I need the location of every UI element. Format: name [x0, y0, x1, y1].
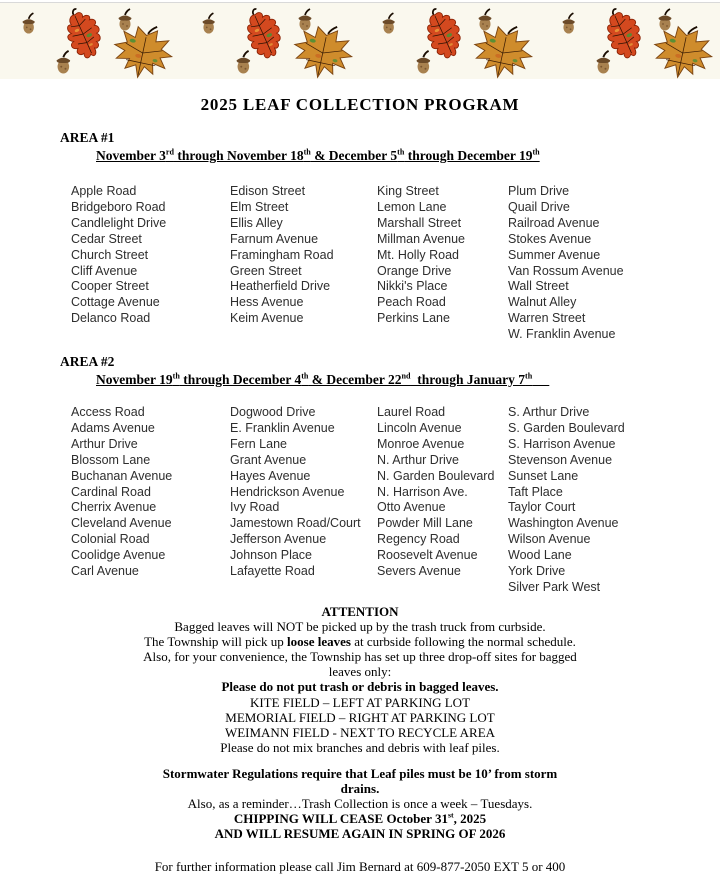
street-name: Framingham Road: [230, 247, 334, 262]
area2-street-column-4: [508, 405, 625, 596]
street-name: Fern Lane: [230, 436, 287, 451]
street-name: Peach Road: [377, 295, 446, 310]
area2-label: AREA #2: [60, 354, 115, 369]
street-name: Green Street: [230, 263, 302, 278]
street-name: Keim Avenue: [230, 311, 304, 326]
text-segment: th: [532, 147, 540, 157]
street-name: Jefferson Avenue: [230, 532, 327, 547]
street-name: S. Arthur Drive: [508, 405, 590, 419]
area1-label: AREA #1: [60, 130, 115, 145]
notice-line: [0, 811, 720, 826]
street-name: Millman Avenue: [377, 231, 466, 246]
street-name: Cedar Street: [71, 231, 142, 246]
text-segment: KITE FIELD – LEFT AT PARKING LOT: [249, 694, 471, 710]
text-segment: th: [301, 371, 309, 381]
text-segment: through December 19: [404, 148, 533, 163]
street-name: Quail Drive: [508, 199, 570, 214]
street-name: Mt. Holly Road: [377, 247, 459, 262]
street-name: Ellis Alley: [230, 215, 283, 230]
street-name: Lafayette Road: [230, 564, 315, 579]
street-name: Cherrix Avenue: [71, 500, 157, 515]
notice-line: [0, 695, 720, 710]
text-segment: Also, as a reminder…Trash Collection is once a week – Tuesdays.: [187, 796, 533, 812]
notice-line: [0, 679, 720, 694]
street-name: Taft Place: [508, 484, 563, 499]
street-name: Laurel Road: [377, 405, 446, 419]
street-name: Silver Park West: [508, 579, 601, 594]
text-segment: __: [532, 372, 550, 387]
text-segment: th: [525, 371, 533, 381]
street-name: Arthur Drive: [71, 436, 138, 451]
street-name: N. Arthur Drive: [377, 452, 459, 467]
page-title: 2025 LEAF COLLECTION PROGRAM: [200, 95, 520, 114]
street-name: E. Franklin Avenue: [230, 420, 335, 435]
street-name: Church Street: [71, 247, 149, 262]
street-name: Severs Avenue: [377, 564, 461, 579]
text-segment: MEMORIAL FIELD – RIGHT AT PARKING LOT: [225, 709, 495, 725]
street-name: Powder Mill Lane: [377, 516, 473, 531]
street-name: Roosevelt Avenue: [377, 548, 478, 563]
street-name: Jamestown Road/Court: [230, 516, 361, 531]
street-name: Warren Street: [508, 311, 586, 326]
street-name: Grant Avenue: [230, 452, 307, 467]
notice-line: [0, 649, 720, 664]
street-name: Walnut Alley: [508, 295, 577, 310]
notice-line: [0, 740, 720, 755]
street-name: King Street: [377, 184, 439, 198]
notice-line: [0, 710, 720, 725]
street-name: Hendrickson Avenue: [230, 484, 345, 499]
street-name: Cleveland Avenue: [71, 516, 172, 531]
street-name: Access Road: [71, 405, 145, 419]
text-segment: th: [172, 371, 180, 381]
text-segment: loose leaves: [287, 634, 351, 650]
attention-heading: ATTENTION: [321, 604, 399, 619]
street-name: York Drive: [508, 564, 566, 579]
notice-line: [0, 781, 720, 796]
area1-street-column-2: [230, 184, 334, 327]
street-name: Cottage Avenue: [71, 295, 160, 310]
text-segment: th: [397, 147, 405, 157]
attention-lines: [0, 619, 720, 755]
street-name: Colonial Road: [71, 532, 150, 547]
text-segment: Please do not put trash or debris in bagged leaves.: [221, 679, 499, 695]
street-name: Washington Avenue: [508, 516, 619, 531]
attention-section: [0, 604, 720, 755]
street-name: Railroad Avenue: [508, 215, 600, 230]
street-name: Summer Avenue: [508, 247, 601, 262]
street-name: Bridgeboro Road: [71, 199, 166, 214]
street-name: Lincoln Avenue: [377, 420, 462, 435]
text-segment: th: [303, 147, 311, 157]
street-name: Dogwood Drive: [230, 405, 316, 419]
text-segment: & December 22: [308, 372, 402, 387]
notice-line: [0, 826, 720, 841]
text-segment: November 19: [96, 372, 173, 387]
autumn-leaves-border-icon: [0, 2, 720, 79]
street-name: Nikki's Place: [377, 279, 448, 294]
street-name: Apple Road: [71, 184, 137, 198]
street-name: Wilson Avenue: [508, 532, 591, 547]
area1-street-column-4: [508, 184, 624, 343]
street-name: Delanco Road: [71, 311, 151, 326]
street-name: Otto Avenue: [377, 500, 446, 515]
area2-street-column-3: [377, 405, 494, 580]
street-name: Plum Drive: [508, 184, 570, 198]
street-name: Cardinal Road: [71, 484, 151, 499]
street-name: Blossom Lane: [71, 452, 151, 467]
notice-line: [0, 766, 720, 781]
street-name: Carl Avenue: [71, 564, 139, 579]
text-segment: nd: [401, 371, 411, 381]
text-segment: The Township will pick up: [144, 634, 288, 650]
street-name: Regency Road: [377, 532, 460, 547]
street-name: Van Rossum Avenue: [508, 263, 624, 278]
text-segment: & December 5: [310, 148, 398, 163]
street-name: Monroe Avenue: [377, 436, 465, 451]
text-segment: through December 4: [179, 372, 302, 387]
text-segment: CHIPPING WILL CEASE October 31: [233, 811, 448, 827]
street-name: Adams Avenue: [71, 420, 155, 435]
reminder-lines: [0, 766, 720, 841]
text-segment: through January 7: [410, 372, 526, 387]
street-name: Buchanan Avenue: [71, 468, 173, 483]
street-name: Farnum Avenue: [230, 231, 319, 246]
text-segment: Stormwater Regulations require that Leaf piles must be 10’ from storm: [162, 766, 558, 781]
notice-line: [0, 664, 720, 679]
street-name: Wall Street: [508, 279, 569, 294]
contact-info: For further information please call Jim Bernard at 609-877-2050 EXT 5 or 400: [154, 859, 566, 874]
street-name: N. Garden Boulevard: [377, 468, 495, 483]
text-segment: through November 18: [173, 148, 304, 163]
area2-date-range: [96, 372, 549, 388]
text-segment: st: [447, 810, 454, 820]
street-name: Marshall Street: [377, 215, 462, 230]
text-segment: Also, for your convenience, the Township has set up three drop-off sites for bagged: [143, 649, 577, 665]
street-name: Cooper Street: [71, 279, 149, 294]
text-segment: Please do not mix branches and debris with leaf piles.: [220, 739, 500, 755]
notice-line: [0, 634, 720, 649]
street-name: Cliff Avenue: [71, 263, 138, 278]
street-name: Orange Drive: [377, 263, 452, 278]
text-segment: Bagged leaves will NOT be picked up by the trash truck from curbside.: [174, 619, 546, 635]
street-name: Heatherfield Drive: [230, 279, 331, 294]
street-name: Wood Lane: [508, 548, 572, 563]
street-name: Hayes Avenue: [230, 468, 311, 483]
street-name: Taylor Court: [508, 500, 576, 515]
street-name: S. Harrison Avenue: [508, 436, 616, 451]
text-segment: rd: [165, 147, 174, 157]
text-segment: , 2025: [453, 811, 487, 827]
street-name: W. Franklin Avenue: [508, 327, 616, 342]
text-segment: November 3: [96, 148, 166, 163]
notice-line: [0, 725, 720, 740]
street-name: Stevenson Avenue: [508, 452, 613, 467]
area1-street-column-1: [71, 184, 166, 327]
text-segment: at curbside following the normal schedule.: [350, 634, 576, 650]
street-name: Candlelight Drive: [71, 215, 167, 230]
street-name: Perkins Lane: [377, 311, 450, 326]
street-name: Elm Street: [230, 199, 289, 214]
street-name: Lemon Lane: [377, 199, 447, 214]
notice-line: [0, 796, 720, 811]
text-segment: drains.: [340, 781, 380, 797]
street-name: Edison Street: [230, 184, 306, 198]
area1-street-column-3: [377, 184, 465, 327]
reminders-section: [0, 766, 720, 841]
text-segment: WEIMANN FIELD - NEXT TO RECYCLE AREA: [224, 724, 496, 740]
street-name: Stokes Avenue: [508, 231, 592, 246]
street-name: S. Garden Boulevard: [508, 420, 625, 435]
street-name: Johnson Place: [230, 548, 313, 563]
street-name: Hess Avenue: [230, 295, 304, 310]
street-name: N. Harrison Ave.: [377, 484, 468, 499]
street-name: Ivy Road: [230, 500, 280, 515]
street-name: Sunset Lane: [508, 468, 579, 483]
area2-street-column-2: [230, 405, 361, 580]
text-segment: AND WILL RESUME AGAIN IN SPRING OF 2026: [214, 826, 506, 842]
area2-street-column-1: [71, 405, 172, 580]
street-name: Coolidge Avenue: [71, 548, 166, 563]
notice-line: [0, 619, 720, 634]
area1-date-range: [96, 148, 540, 164]
text-segment: leaves only:: [328, 664, 392, 680]
